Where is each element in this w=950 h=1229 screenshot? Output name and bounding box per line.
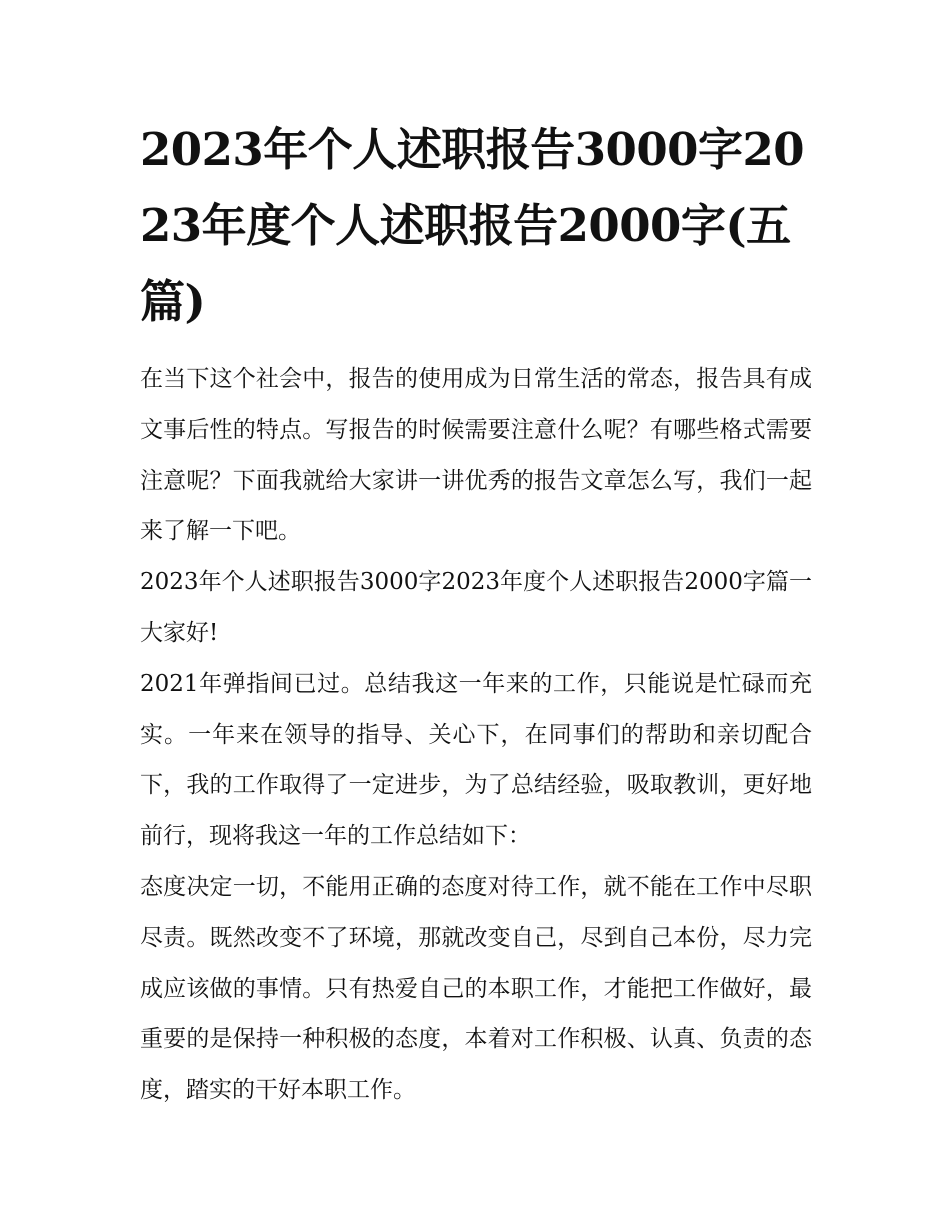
document-page [140, 112, 812, 1116]
document-body [140, 354, 812, 1116]
document-title: 2023年个人述职报告3000字2023年度个人述职报告2000字(五篇) [140, 123, 805, 328]
paragraph-intro: 在当下这个社会中，报告的使用成为日常生活的常态，报告具有成文事后性的特点。写报告的时候需要注意什么呢？有哪些格式需要注意呢？下面我就给大家讲一讲优秀的报告文章怎么写，我们一起来了解一下吧。 [140, 366, 812, 545]
paragraph-attitude: 态度决定一切，不能用正确的态度对待工作，就不能在工作中尽职尽责。既然改变不了环境，那就改变自己，尽到自己本份，尽力完成应该做的事情。只有热爱自己的本职工作，才能把工作做好，最重要的是保持一种积极的态度，本着对工作积极、认真、负责的态度，踏实的干好本职工作。 [140, 873, 812, 1104]
paragraph-summary: 2021年弹指间已过。总结我这一年来的工作，只能说是忙碌而充实。一年来在领导的指导、关心下，在同事们的帮助和亲切配合下，我的工作取得了一定进步，为了总结经验，吸取教训，更好地前行，现将我这一年的工作总结如下： [140, 670, 812, 850]
paragraph-section-heading: 2023年个人述职报告3000字2023年度个人述职报告2000字篇一 大家好! [140, 569, 812, 646]
